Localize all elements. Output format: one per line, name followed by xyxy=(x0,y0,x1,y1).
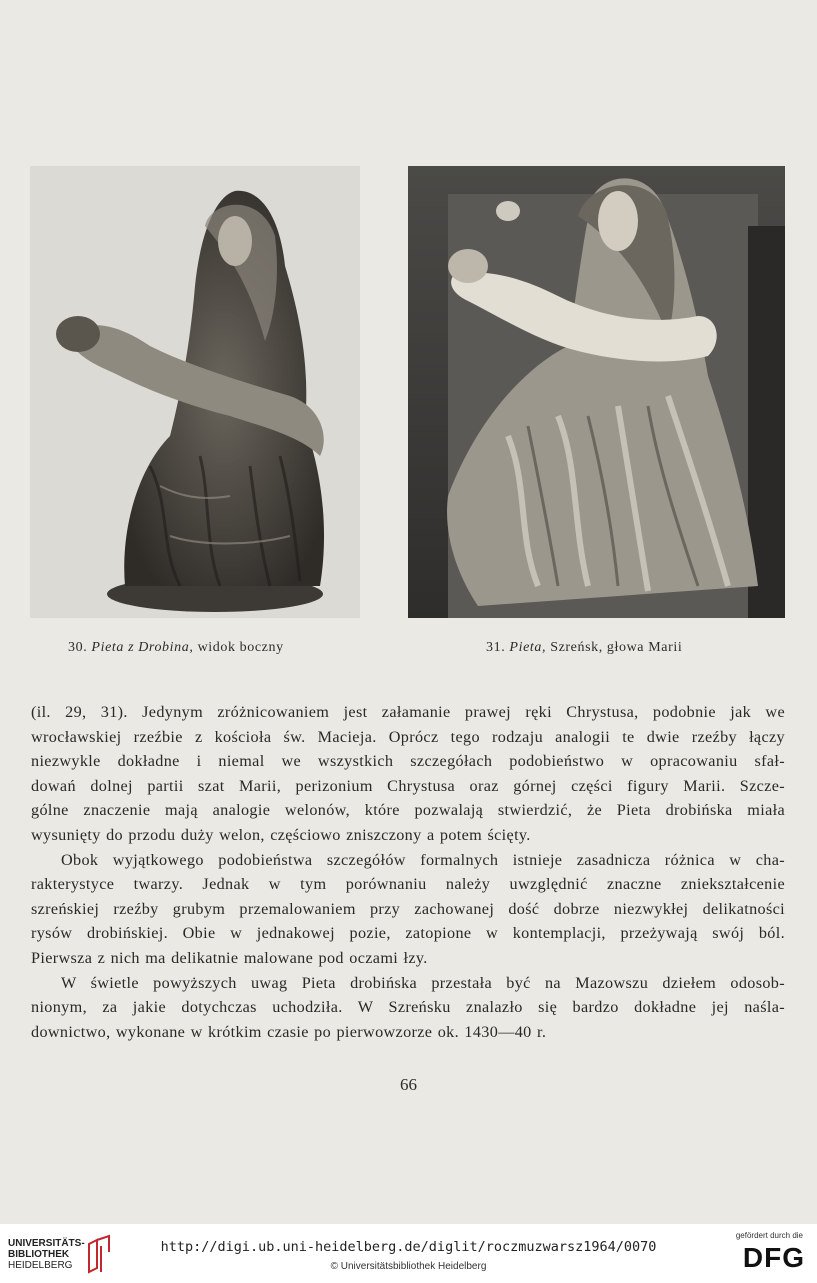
text-line: downictwo, wykonane w krótkim czasie po pierwowzorze ok. 1430—40 r. xyxy=(31,1022,547,1041)
figure-30-photo xyxy=(30,166,360,618)
copyright-notice: © Universitätsbibliothek Heidelberg xyxy=(330,1261,487,1272)
library-line-1: UNIVERSITÄTS- xyxy=(8,1238,85,1249)
figure-31-caption: 31. Pieta, Szreńsk, głowa Marii xyxy=(486,640,683,655)
pieta-drobin-image xyxy=(30,166,360,618)
text-line: niezwykle dokładne i niemal we wszystkich szczegółach podobieństwo w opracowaniu sfał- xyxy=(31,752,785,771)
funding-label: gefördert durch die xyxy=(735,1231,803,1240)
text-line: W świetle powyższych uwag Pieta drobińska przestała być na Mazowszu dziełem odosob- xyxy=(61,973,785,992)
text-line: Pierwsza z nich ma delikatnie malowane pod oczami łzy. xyxy=(31,948,428,967)
text-line: wrocławskiej rzeźbie z kościoła św. Macieja. Oprócz tego rodzaju analogii te dwie rzeźby łączy xyxy=(31,727,785,746)
text-line: Obok wyjątkowego podobieństwa szczegółów formalnych istnieje zasadnicza różnica w cha- xyxy=(61,850,785,869)
text-line: (il. 29, 31). Jedynym zróżnicowaniem jest załamanie prawej ręki Chrystusa, podobnie jak we xyxy=(31,703,785,721)
text-line: rysów drobińskiej. Obie w jednakowej pozie, zatopione w kontemplacji, przeżywają swój ból. xyxy=(31,924,785,943)
permalink-url[interactable]: http://digi.ub.uni-heidelberg.de/diglit/roczmuzwarsz1964/0070 xyxy=(160,1239,657,1255)
text-line: rakterystyce twarzy. Jednak w tym porównaniu należy uwzględnić znaczne zniekształcenie xyxy=(31,875,785,894)
library-line-3: HEIDELBERG xyxy=(8,1260,73,1271)
text-line: gólne znaczenie mają analogie welonów, które pozwalają stwierdzić, że Pieta drobińska miała xyxy=(31,801,785,820)
text-line: wysunięty do przodu duży welon, częściowo zniszczony a potem ścięty. xyxy=(31,825,531,844)
footer-bar xyxy=(0,1224,817,1283)
text-line: dowań dolnej partii szat Marii, perizonium Chrystusa oraz górnej części figury Marii. Szcze- xyxy=(31,776,785,795)
text-line: szreńskiej rzeźby grubym przemalowaniem przy zachowanej dość dobrze niezwykłej delikatności xyxy=(31,899,785,918)
pieta-szrensk-image xyxy=(408,166,785,618)
library-line-2: BIBLIOTHEK xyxy=(8,1249,70,1260)
page-number: 66 xyxy=(400,1075,417,1094)
figure-31-photo xyxy=(408,166,785,618)
body-text xyxy=(31,700,785,1044)
figure-30-caption: 30. Pieta z Drobina, widok boczny xyxy=(68,640,284,655)
dfg-logo[interactable]: DFG xyxy=(742,1242,805,1273)
text-line: nionym, za jakie dotychczas uchodziła. W Szreńsku znalazło się bardzo dokładne jej naśla- xyxy=(31,998,785,1017)
